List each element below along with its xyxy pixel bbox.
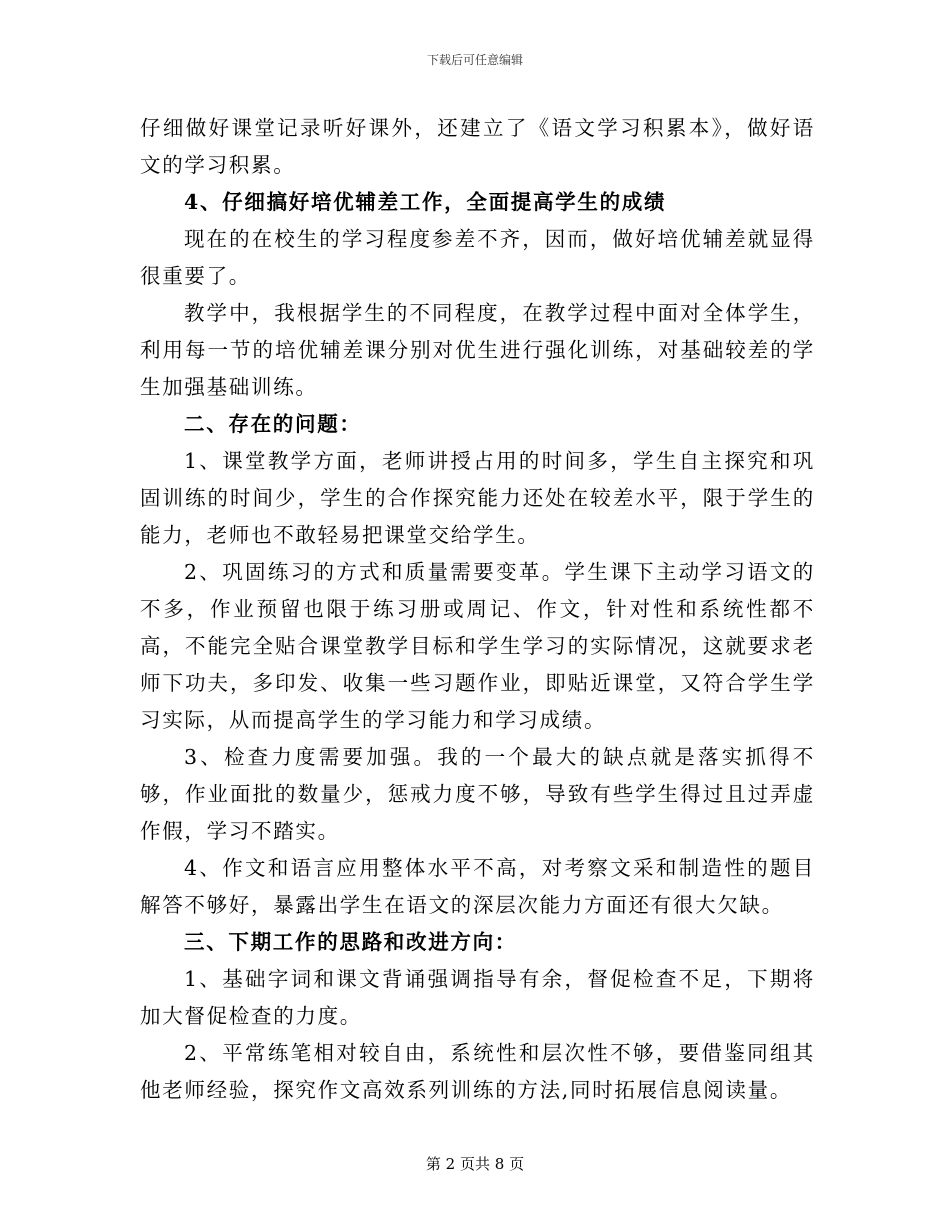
paragraph: 4、作文和语言应用整体水平不高，对考察文采和制造性的题目解答不够好，暴露出学生在语文的深层次能力方面还有很大欠缺。 bbox=[140, 856, 815, 917]
section-heading-problems: 二、存在的问题： bbox=[184, 412, 362, 436]
paragraph: 3、检查力度需要加强。我的一个最大的缺点就是落实抓得不够，作业面批的数量少，惩戒力度不够，导致有些学生得过且过弄虚作假，学习不踏实。 bbox=[140, 745, 815, 843]
page-number: 第 2 页共 8 页 bbox=[425, 1155, 525, 1173]
subheading-tutoring: 4、仔细搞好培优辅差工作，全面提高学生的成绩 bbox=[184, 190, 667, 214]
paragraph: 1、基础字词和课文背诵强调指导有余，督促检查不足，下期将加大督促检查的力度。 bbox=[140, 967, 815, 1028]
page-header: 下载后可任意编辑 bbox=[426, 53, 523, 67]
paragraph: 教学中，我根据学生的不同程度，在教学过程中面对全体学生，利用每一节的培优辅差课分别对优生进行强化训练，对基础较差的学生加强基础训练。 bbox=[140, 301, 815, 399]
paragraph: 1、课堂教学方面，老师讲授占用的时间多，学生自主探究和巩固训练的时间少，学生的合作探究能力还处在较差水平，限于学生的能力，老师也不敢轻易把课堂交给学生。 bbox=[140, 449, 815, 547]
section-heading-next-term: 三、下期工作的思路和改进方向： bbox=[184, 930, 517, 954]
paragraph: 2、巩固练习的方式和质量需要变革。学生课下主动学习语文的不多，作业预留也限于练习册或周记、作文，针对性和系统性都不高，不能完全贴合课堂教学目标和学生学习的实际情况，这就要求老师下功夫，多印发、收集一些习题作业，即贴近课堂，又符合学生学习实际，从而提高学生的学习能力和学习成绩。 bbox=[140, 560, 815, 732]
paragraph-continuation: 仔细做好课堂记录听好课外，还建立了《语文学习积累本》，做好语文的学习积累。 bbox=[140, 116, 815, 177]
paragraph: 2、平常练笔相对较自由，系统性和层次性不够，要借鉴同组其他老师经验，探究作文高效系列训练的方法,同时拓展信息阅读量。 bbox=[140, 1041, 815, 1102]
paragraph: 现在的在校生的学习程度参差不齐，因而，做好培优辅差就显得很重要了。 bbox=[140, 227, 815, 288]
document-body bbox=[140, 110, 815, 1109]
